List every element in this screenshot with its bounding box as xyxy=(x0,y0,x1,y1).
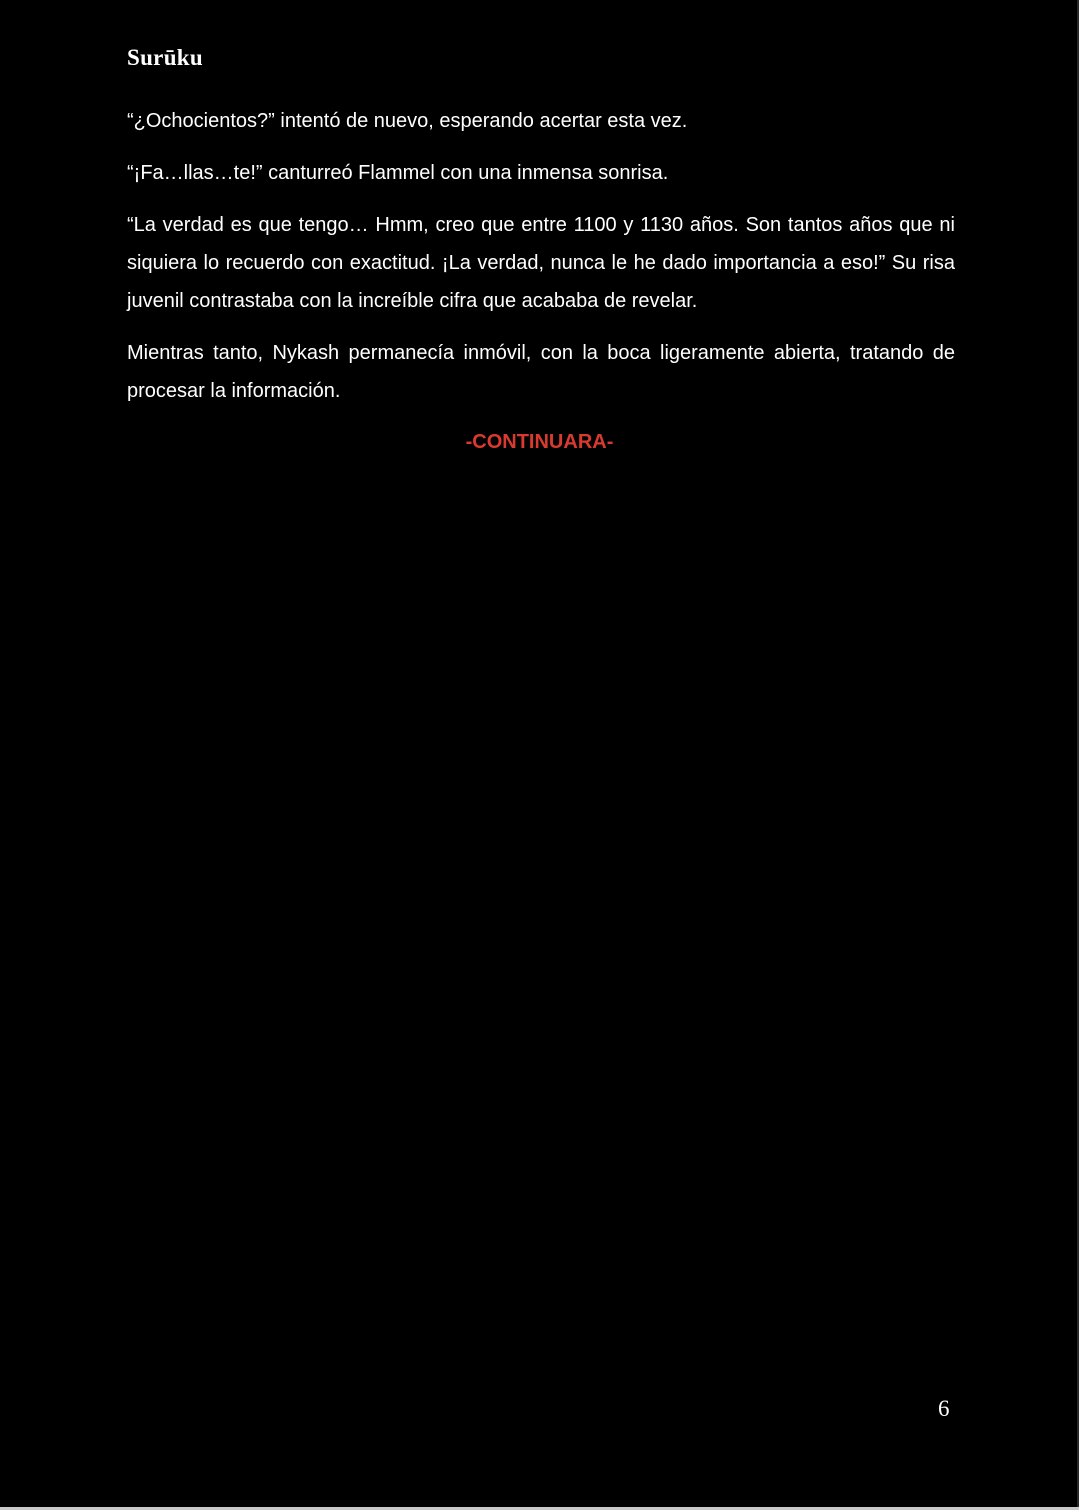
running-header-title: Surūku xyxy=(127,45,203,70)
story-body xyxy=(127,102,955,424)
page-number: 6 xyxy=(938,1396,950,1421)
paragraph: Mientras tanto, Nykash permanecía inmóvil, con la boca ligeramente abierta, tratando de procesar la información. xyxy=(127,342,955,402)
to-be-continued-label: -CONTINUARA- xyxy=(465,431,614,453)
paragraph: “La verdad es que tengo… Hmm, creo que entre 1100 y 1130 años. Son tantos años que ni siquiera lo recuerdo con exactitud. ¡La verdad, nunca le he dado importancia a eso!” Su risa juvenil contrastaba con la increíble cifra que acababa de revelar. xyxy=(127,214,955,312)
paragraph: “¡Fa…llas…te!” canturreó Flammel con una inmensa sonrisa. xyxy=(127,162,669,184)
paragraph: “¿Ochocientos?” intentó de nuevo, esperando acertar esta vez. xyxy=(127,110,688,132)
